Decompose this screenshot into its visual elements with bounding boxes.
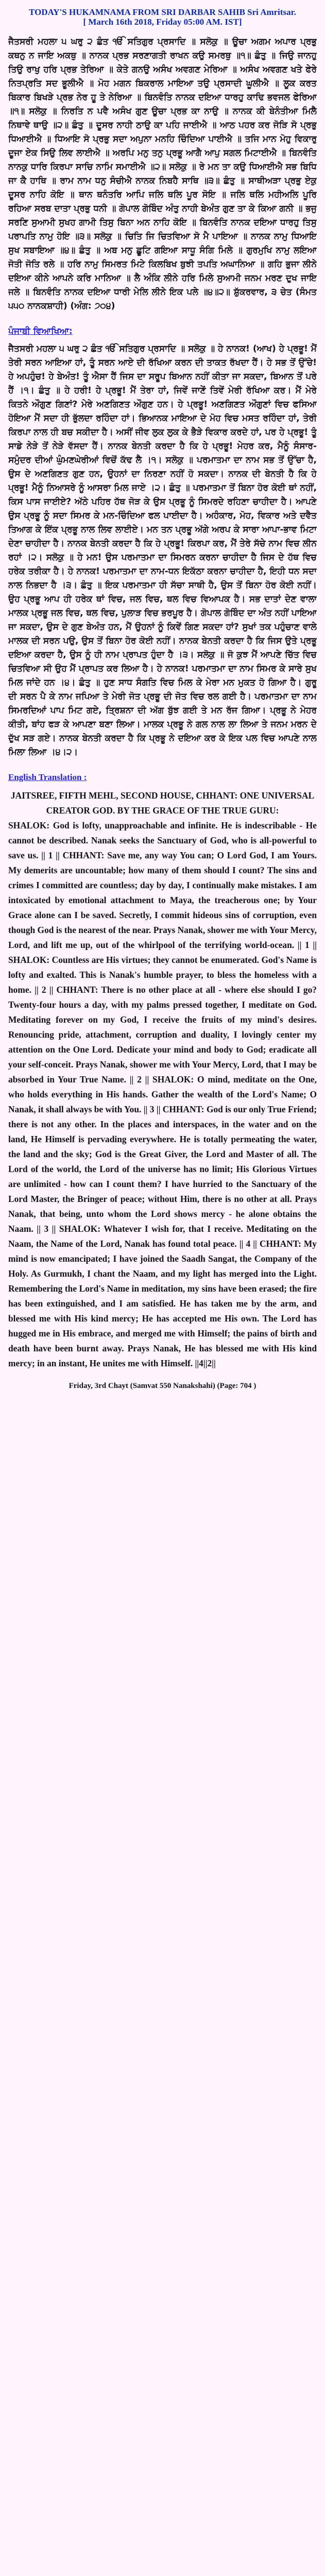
english-shabad-title: JAITSREE, FIFTH MEHL, SECOND HOUSE, CHHANT: ONE UNIVERSAL CREATOR GOD. BY THE GRACE OF THE TRUE GURU: <box>10 790 315 816</box>
page-date: [ March 16th 2018, Friday 05:00 AM. IST] <box>83 17 242 27</box>
punjabi-explanation-heading: ਪੰਜਾਬੀ ਵਿਆਖਿਆ: <box>8 326 73 336</box>
hukamnama-document <box>8 7 317 2576</box>
punjabi-explanation: ਜੈਤਸਰੀ ਮਹਲਾ ੫ ਘਰੁ ੨ ਛੰਤ ੴ ਸਤਿਗੁਰ ਪ੍ਰਸਾਦਿ ॥ ਸਲੋਕੁ ॥ ਹੇ ਨਾਨਕ! (ਆਖ) ਹੇ ਪ੍ਰਭੂ! ਮੈਂ ਤੇਰੀ ਸਰਨ ਆਇਆ ਹਾਂ, ਤੂੰ ਸਰਨ ਆਏ ਦੀ ਰੱਖਿਆ ਕਰਨ ਦੀ ਤਾਕਤ ਰੱਖਦਾ ਹੈਂ। ਹੇ ਸਭ ਤੋਂ ਉੱਚੇ! ਹੇ ਅਪਹੁੰਚ! ਹੇ ਬੇਅੰਤ! ਤੂੰ ਐਸਾ ਹੈਂ ਜਿਸ ਦਾ ਸਰੂਪ ਬਿਆਨ ਨਹੀਂ ਕੀਤਾ ਜਾ ਸਕਦਾ, ਬਿਆਨ ਤੋਂ ਪਰੇ ਹੈਂ ।੧। ਛੰਤੁ ॥ ਹੇ ਹਰੀ! ਹੇ ਪ੍ਰਭੂ! ਮੈਂ ਤੇਰਾ ਹਾਂ, ਜਿਵੇਂ ਜਾਣੇਂ ਤਿਵੇਂ ਮੇਰੀ ਰੱਖਿਆ ਕਰ। ਮੈਂ ਮੇਰੇ ਕਿਤਨੇ ਔਗੁਣ ਗਿਣਾਂ? ਮੇਰੇ ਅਣਗਿਣਤ ਔਗੁਣ ਹਨ। ਹੇ ਪ੍ਰਭੂ! ਅਣਗਿਣਤ ਔਗੁਣਾਂ ਵਿਚ ਫਸਿਆ ਹੋਇਆ ਮੈਂ ਸਦਾ ਹੀ ਭੁੱਲਦਾ ਰਹਿੰਦਾ ਹਾਂ। ਭਿਆਨਕ ਮਾਇਆ ਦੇ ਮੋਹ ਵਿਚ ਮਸਤ ਰਹਿੰਦਾ ਹਾਂ, ਤੇਰੀ ਕਿਰਪਾ ਨਾਲ ਹੀ ਬਚ ਸਕੀਦਾ ਹੈ। ਅਸੀਂ ਜੀਵ ਲੁਕ ਲੁਕ ਕੇ ਭੈੜੇ ਵਿਕਾਰ ਕਰਦੇ ਹਾਂ, ਪਰ ਹੇ ਪ੍ਰਭੂ! ਤੂੰ ਸਾਡੇ ਨੇੜੇ ਤੋਂ ਨੇੜੇ ਵੱਸਦਾ ਹੈਂ। ਨਾਨਕ ਬੇਨਤੀ ਕਰਦਾ ਹੈ ਕਿ ਹੇ ਪ੍ਰਭੂ! ਮੇਹਰ ਕਰ, ਮੈਨੂੰ ਸੰਸਾਰ-ਸਮੁੰਦਰ ਦੀਆਂ ਘੁੰਮਣਘੇਰੀਆਂ ਵਿਚੋਂ ਕੱਢ ਲੈ ।੧। ਸਲੋਕੁ ॥ ਪਰਮਾਤਮਾ ਦਾ ਨਾਮ ਸਭ ਤੋਂ ਉੱਚਾ ਹੈ, ਉਸ ਦੇ ਅਣਗਿਣਤ ਗੁਣ ਹਨ, ਉਹਨਾਂ ਦਾ ਨਿਰਣਾ ਨਹੀਂ ਹੋ ਸਕਦਾ। ਨਾਨਕ ਦੀ ਬੇਨਤੀ ਹੈ ਕਿ ਹੇ ਪ੍ਰਭੂ! ਮੈਨੂੰ ਨਿਆਸਰੇ ਨੂੰ ਆਸਰਾ ਮਿਲ ਜਾਏ ।੨। ਛੰਤੁ ॥ ਪਰਮਾਤਮਾ ਤੋਂ ਬਿਨਾ ਹੋਰ ਕੋਈ ਥਾਂ ਨਹੀਂ, ਕਿਸ ਪਾਸ ਜਾਈਏ? ਅੱਠੇ ਪਹਿਰ ਹੱਥ ਜੋੜ ਕੇ ਉਸ ਪ੍ਰਭੂ ਨੂੰ ਸਿਮਰਦੇ ਰਹਿਣਾ ਚਾਹੀਦਾ ਹੈ। ਆਪਣੇ ਉਸ ਪ੍ਰਭੂ ਨੂੰ ਸਦਾ ਸਿਮਰ ਕੇ ਮਨ-ਚਿੰਦਿਆ ਫਲ ਪਾਈਦਾ ਹੈ। ਅਹੰਕਾਰ, ਮੋਹ, ਵਿਕਾਰ ਅਤੇ ਦਵੈਤ ਤਿਆਗ ਕੇ ਇੱਕ ਪ੍ਰਭੂ ਨਾਲ ਲਿਵ ਲਾਈਏ। ਮਨ ਤਨ ਪ੍ਰਭੂ ਅੱਗੇ ਅਰਪ ਕੇ ਸਾਰਾ ਆਪਾ-ਭਾਵ ਮਿਟਾ ਦੇਣਾ ਚਾਹੀਦਾ ਹੈ। ਨਾਨਕ ਬੇਨਤੀ ਕਰਦਾ ਹੈ ਕਿ ਹੇ ਪ੍ਰਭੂ! ਕਿਰਪਾ ਕਰ, ਮੈਂ ਤੇਰੇ ਸੱਚੇ ਨਾਮ ਵਿਚ ਲੀਨ ਰਹਾਂ ।੨। ਸਲੋਕੁ ॥ ਹੇ ਮਨ! ਉਸ ਪਰਮਾਤਮਾ ਦਾ ਸਿਮਰਨ ਕਰਨਾ ਚਾਹੀਦਾ ਹੈ ਜਿਸ ਦੇ ਹੱਥ ਵਿਚ ਹਰੇਕ ਤਰੀਕਾ ਹੈ। ਹੇ ਨਾਨਕ! ਪਰਮਾਤਮਾ ਦਾ ਨਾਮ-ਧਨ ਇਕੱਠਾ ਕਰਨਾ ਚਾਹੀਦਾ ਹੈ, ਇਹੀ ਧਨ ਸਦਾ ਨਾਲ ਨਿਭਦਾ ਹੈ ।੩। ਛੰਤੁ ॥ ਇਕ ਪਰਮਾਤਮਾ ਹੀ ਸੱਚਾ ਸਾਥੀ ਹੈ, ਉਸ ਤੋਂ ਬਿਨਾ ਹੋਰ ਕੋਈ ਨਹੀਂ। ਉਹ ਪ੍ਰਭੂ ਆਪ ਹੀ ਹਰੇਕ ਥਾਂ ਵਿਚ, ਜਲ ਵਿਚ, ਥਲ ਵਿਚ ਵਿਆਪਕ ਹੈ। ਸਭ ਦਾਤਾਂ ਦੇਣ ਵਾਲਾ ਮਾਲਕ ਪ੍ਰਭੂ ਜਲ ਵਿਚ, ਥਲ ਵਿਚ, ਪੁਲਾੜ ਵਿਚ ਭਰਪੂਰ ਹੈ। ਗੋਪਾਲ ਗੋਬਿੰਦ ਦਾ ਅੰਤ ਨਹੀਂ ਪਾਇਆ ਜਾ ਸਕਦਾ, ਉਸ ਦੇ ਗੁਣ ਬੇਅੰਤ ਹਨ, ਮੈਂ ਉਹਨਾਂ ਨੂੰ ਕਿਵੇਂ ਗਿਣ ਸਕਦਾ ਹਾਂ? ਸੁਖਾਂ ਤਕ ਪਹੁੰਚਾਣ ਵਾਲੇ ਮਾਲਕ ਦੀ ਸਰਨ ਪਉ, ਉਸ ਤੋਂ ਬਿਨਾ ਹੋਰ ਕੋਈ ਨਹੀਂ। ਨਾਨਕ ਬੇਨਤੀ ਕਰਦਾ ਹੈ ਕਿ ਜਿਸ ਉਤੇ ਪ੍ਰਭੂ ਦਇਆ ਕਰਦਾ ਹੈ, ਉਸ ਨੂੰ ਹੀ ਨਾਮ ਪ੍ਰਾਪਤ ਹੁੰਦਾ ਹੈ ।੩। ਸਲੋਕੁ ॥ ਜੋ ਕੁਝ ਮੈਂ ਆਪਣੇ ਚਿੱਤ ਵਿਚ ਚਿਤਵਿਆ ਸੀ ਉਹ ਮੈਂ ਪ੍ਰਾਪਤ ਕਰ ਲਿਆ ਹੈ। ਹੇ ਨਾਨਕ! ਪਰਮਾਤਮਾ ਦਾ ਨਾਮ ਸਿਮਰ ਕੇ ਸਾਰੇ ਸੁਖ ਮਿਲ ਜਾਂਦੇ ਹਨ ।੪। ਛੰਤੁ ॥ ਹੁਣ ਸਾਧ ਸੰਗਤਿ ਵਿਚ ਮਿਲ ਕੇ ਮੇਰਾ ਮਨ ਮੁਕਤ ਹੋ ਗਿਆ ਹੈ। ਗੁਰੂ ਦੀ ਸਰਨ ਪੈ ਕੇ ਨਾਮ ਜਪਿਆ ਤੇ ਮੇਰੀ ਜੋਤ ਪ੍ਰਭੂ ਦੀ ਜੋਤ ਵਿਚ ਰਲ ਗਈ ਹੈ। ਪਰਮਾਤਮਾ ਦਾ ਨਾਮ ਸਿਮਰਦਿਆਂ ਪਾਪ ਮਿਟ ਗਏ, ਤ੍ਰਿਸ਼ਨਾ ਦੀ ਅੱਗ ਬੁੱਝ ਗਈ ਤੇ ਮਨ ਰੱਜ ਗਿਆ। ਪ੍ਰਭੂ ਨੇ ਮੇਹਰ ਕੀਤੀ, ਬਾਂਹ ਫੜ ਕੇ ਆਪਣਾ ਬਣਾ ਲਿਆ। ਮਾਲਕ ਪ੍ਰਭੂ ਨੇ ਗਲ ਨਾਲ ਲਾ ਲਿਆ ਤੇ ਜਨਮ ਮਰਨ ਦੇ ਦੁੱਖ ਸੜ ਗਏ। ਨਾਨਕ ਬੇਨਤੀ ਕਰਦਾ ਹੈ ਕਿ ਪ੍ਰਭੂ ਨੇ ਦਇਆ ਕਰ ਕੇ ਇਕ ਪਲ ਵਿਚ ਆਪਣੇ ਨਾਲ ਮਿਲਾ ਲਿਆ ।੪।੨। <box>8 344 317 757</box>
english-translation <box>8 788 317 1371</box>
english-translation-heading: English Translation : <box>8 772 87 782</box>
page-title: TODAY'S HUKAMNAMA FROM SRI DARBAR SAHIB Sri Amritsar. <box>29 7 296 17</box>
shabad-gurmukhi: ਜੈਤਸਰੀ ਮਹਲਾ ੫ ਘਰੁ ੨ ਛੰਤ ੴ ਸਤਿਗੁਰ ਪ੍ਰਸਾਦਿ ॥ ਸਲੋਕੁ ॥ ਊਚਾ ਅਗਮ ਅਪਾਰ ਪ੍ਰਭੁ ਕਥਨੁ ਨ ਜਾਇ ਅਕਥੁ ॥ ਨਾਨਕ ਪ੍ਰਭ ਸਰਣਾਗਤੀ ਰਾਖਨ ਕਉ ਸਮਰਥੁ ॥੧॥ ਛੰਤੁ ॥ ਜਿਉ ਜਾਨਹੁ ਤਿਉ ਰਾਖੁ ਹਰਿ ਪ੍ਰਭ ਤੇਰਿਆ ॥ ਕੇਤੇ ਗਨਉ ਅਸੰਖ ਅਵਗਣ ਮੇਰਿਆ ॥ ਅਸੰਖ ਅਵਗਣ ਖਤੇ ਫੇਰੇ ਨਿਤਪ੍ਰਤਿ ਸਦ ਭੂਲੀਐ ॥ ਮੋਹ ਮਗਨ ਬਿਕਰਾਲ ਮਾਇਆ ਤਉ ਪ੍ਰਸਾਦੀ ਘੂਲੀਐ ॥ ਲੂਕ ਕਰਤ ਬਿਕਾਰ ਬਿਖੜੇ ਪ੍ਰਭ ਨੇਰ ਹੂ ਤੇ ਨੇਰਿਆ ॥ ਬਿਨਵੰਤਿ ਨਾਨਕ ਦਇਆ ਧਾਰਹੁ ਕਾਢਿ ਭਵਜਲ ਫੇਰਿਆ ॥੧॥ ਸਲੋਕੁ ॥ ਨਿਰਤਿ ਨ ਪਵੈ ਅਸੰਖ ਗੁਣ ਊਚਾ ਪ੍ਰਭ ਕਾ ਨਾਉ ॥ ਨਾਨਕ ਕੀ ਬੇਨੰਤੀਆ ਮਿਲੈ ਨਿਥਾਵੇ ਥਾਉ ॥੨॥ ਛੰਤੁ ॥ ਦੂਸਰ ਨਾਹੀ ਠਾਉ ਕਾ ਪਹਿ ਜਾਈਐ ॥ ਆਠ ਪਹਰ ਕਰ ਜੋੜਿ ਸੋ ਪ੍ਰਭੁ ਧਿਆਈਐ ॥ ਧਿਆਇ ਸੋ ਪ੍ਰਭੁ ਸਦਾ ਅਪੁਨਾ ਮਨਹਿ ਚਿੰਦਿਆ ਪਾਈਐ ॥ ਤਜਿ ਮਾਨ ਮੋਹੁ ਵਿਕਾਰੁ ਦੂਜਾ ਏਕ ਸਿਉ ਲਿਵ ਲਾਈਐ ॥ ਅਰਪਿ ਮਨੁ ਤਨੁ ਪ੍ਰਭੂ ਆਗੈ ਆਪੁ ਸਗਲ ਮਿਟਾਈਐ ॥ ਬਿਨਵੰਤਿ ਨਾਨਕੁ ਧਾਰਿ ਕਿਰਪਾ ਸਾਚਿ ਨਾਮਿ ਸਮਾਈਐ ॥੨॥ ਸਲੋਕੁ ॥ ਰੇ ਮਨ ਤਾ ਕਉ ਧਿਆਈਐ ਸਭ ਬਿਧਿ ਜਾ ਕੈ ਹਾਥਿ ॥ ਰਾਮ ਨਾਮ ਧਨੁ ਸੰਚੀਐ ਨਾਨਕ ਨਿਬਹੈ ਸਾਥਿ ॥੩॥ ਛੰਤੁ ॥ ਸਾਥੀਅੜਾ ਪ੍ਰਭੁ ਏਕੁ ਦੂਸਰ ਨਾਹਿ ਕੋਇ ॥ ਥਾਨ ਥਨੰਤਰਿ ਆਪਿ ਜਲਿ ਥਲਿ ਪੂਰ ਸੋਇ ॥ ਜਲਿ ਥਲਿ ਮਹੀਅਲਿ ਪੂਰਿ ਰਹਿਆ ਸਰਬ ਦਾਤਾ ਪ੍ਰਭੁ ਧਨੀ ॥ ਗੋਪਾਲ ਗੋਬਿੰਦ ਅੰਤੁ ਨਾਹੀ ਬੇਅੰਤ ਗੁਣ ਤਾ ਕੇ ਕਿਆ ਗਨੀ ॥ ਭਜੁ ਸਰਣਿ ਸੁਆਮੀ ਸੁਖਹ ਗਾਮੀ ਤਿਸੁ ਬਿਨਾ ਅਨ ਨਾਹਿ ਕੋਇ ॥ ਬਿਨਵੰਤਿ ਨਾਨਕ ਦਇਆ ਧਾਰਹੁ ਤਿਸੁ ਪਰਾਪਤਿ ਨਾਮੁ ਹੋਇ ॥੩॥ ਸਲੋਕੁ ॥ ਚਿਤਿ ਜਿ ਚਿਤਵਿਆ ਸੋ ਮੈ ਪਾਇਆ ॥ ਨਾਨਕ ਨਾਮੁ ਧਿਆਇ ਸੁਖ ਸਬਾਇਆ ॥੪॥ ਛੰਤੁ ॥ ਅਬ ਮਨੁ ਛੂਟਿ ਗਇਆ ਸਾਧੂ ਸੰਗਿ ਮਿਲੇ ॥ ਗੁਰਮੁਖਿ ਨਾਮੁ ਲਇਆ ਜੋਤੀ ਜੋਤਿ ਰਲੇ ॥ ਹਰਿ ਨਾਮੁ ਸਿਮਰਤ ਮਿਟੇ ਕਿਲਬਿਖ ਬੁਝੀ ਤਪਤਿ ਅਘਾਨਿਆ ॥ ਗਹਿ ਭੁਜਾ ਲੀਨੇ ਦਇਆ ਕੀਨੇ ਆਪਨੇ ਕਰਿ ਮਾਨਿਆ ॥ ਲੈ ਅੰਕਿ ਲੀਨੇ ਹਰਿ ਮਿਲੇ ਸੁਆਮੀ ਜਨਮ ਮਰਣ ਦੁਖ ਜਾਇ ਜਲੇ ॥ ਬਿਨਵੰਤਿ ਨਾਨਕ ਦਇਆ ਧਾਰੀ ਮੇਲਿ ਲੀਨੇ ਇਕ ਪਲੇ ॥੪॥੨॥ ਸ਼ੁੱਕਰਵਾਰ, ੩ ਚੇਤ (ਸੰਮਤ ੫੫੦ ਨਾਨਕਸ਼ਾਹੀ) (ਅੰਗ: ੭੦੪) <box>8 37 317 311</box>
footer-date-page: Friday, 3rd Chayt (Samvat 550 Nanakshahi) (Page: 704 ) <box>69 1382 256 1390</box>
english-shabad-body: SHALOK: God is lofty, unapproachable and infinite. He is indescribable - He cannot be described. Nanak seeks the Sanctuary of God, who is all-powerful to save us. || 1 || CHHANT: Save me, any way You can; O Lord God, I am Yours. My demerits are uncountable; how many of them should I count? The sins and crimes I committed are countless; day by day, I continually make mistakes. I am intoxicated by emotional attachment to Maya, the treacherous one; by Your Grace alone can I be saved. Secretly, I commit hideous sins of corruption, even though God is the nearest of the near. Prays Nanak, shower me with Your Mercy, Lord, and lift me up, out of the whirlpool of the terrifying world-ocean. || 1 || SHALOK: Countless are His virtues; they cannot be enumerated. God's Name is lofty and exalted. This is Nanak's humble prayer, to bless the homeless with a home. || 2 || CHHANT: There is no other place at all - where else should I go? Twenty-four hours a day, with my palms pressed together, I meditate on God. Meditating forever on my God, I receive the fruits of my mind's desires. Renouncing pride, attachment, corruption and duality, I lovingly center my attention on the One Lord. Dedicate your mind and body to God; eradicate all your self-conceit. Prays Nanak, shower me with Your Mercy, Lord, that I may be absorbed in Your True Name. || 2 || SHALOK: O mind, meditate on the One, who holds everything in His hands. Gather the wealth of the Lord's Name; O Nanak, it shall always be with You. || 3 || CHHANT: God is our only True Friend; there is not any other. In the places and interspaces, in the water and on the land, He Himself is pervading everywhere. He is totally permeating the water, the land and the sky; God is the Great Giver, the Lord and Master of all. The Lord of the world, the Lord of the universe has no limit; His Glorious Virtues are unlimited - how can I count them? I have hurried to the Sanctuary of the Lord Master, the Bringer of peace; without Him, there is no other at all. Prays Nanak, that being, unto whom the Lord shows mercy - he alone obtains the Naam. || 3 || SHALOK: Whatever I wish for, that I receive. Meditating on the Naam, the Name of the Lord, Nanak has found total peace. || 4 || CHHANT: My mind is now emancipated; I have joined the Saadh Sangat, the Company of the Holy. As Gurmukh, I chant the Naam, and my light has merged into the Light. Remembering the Lord's Name in meditation, my sins have been erased; the fire has been extinguished, and I am satisfied. He has taken me by the arm, and blessed me with His kind mercy; He has accepted me His own. The Lord has hugged me in His embrace, and merged me with Himself; the pains of birth and death have been burnt away. Prays Nanak, He has blessed me with His kind mercy; in an instant, He unites me with Himself. ||4||2|| <box>8 820 317 1368</box>
